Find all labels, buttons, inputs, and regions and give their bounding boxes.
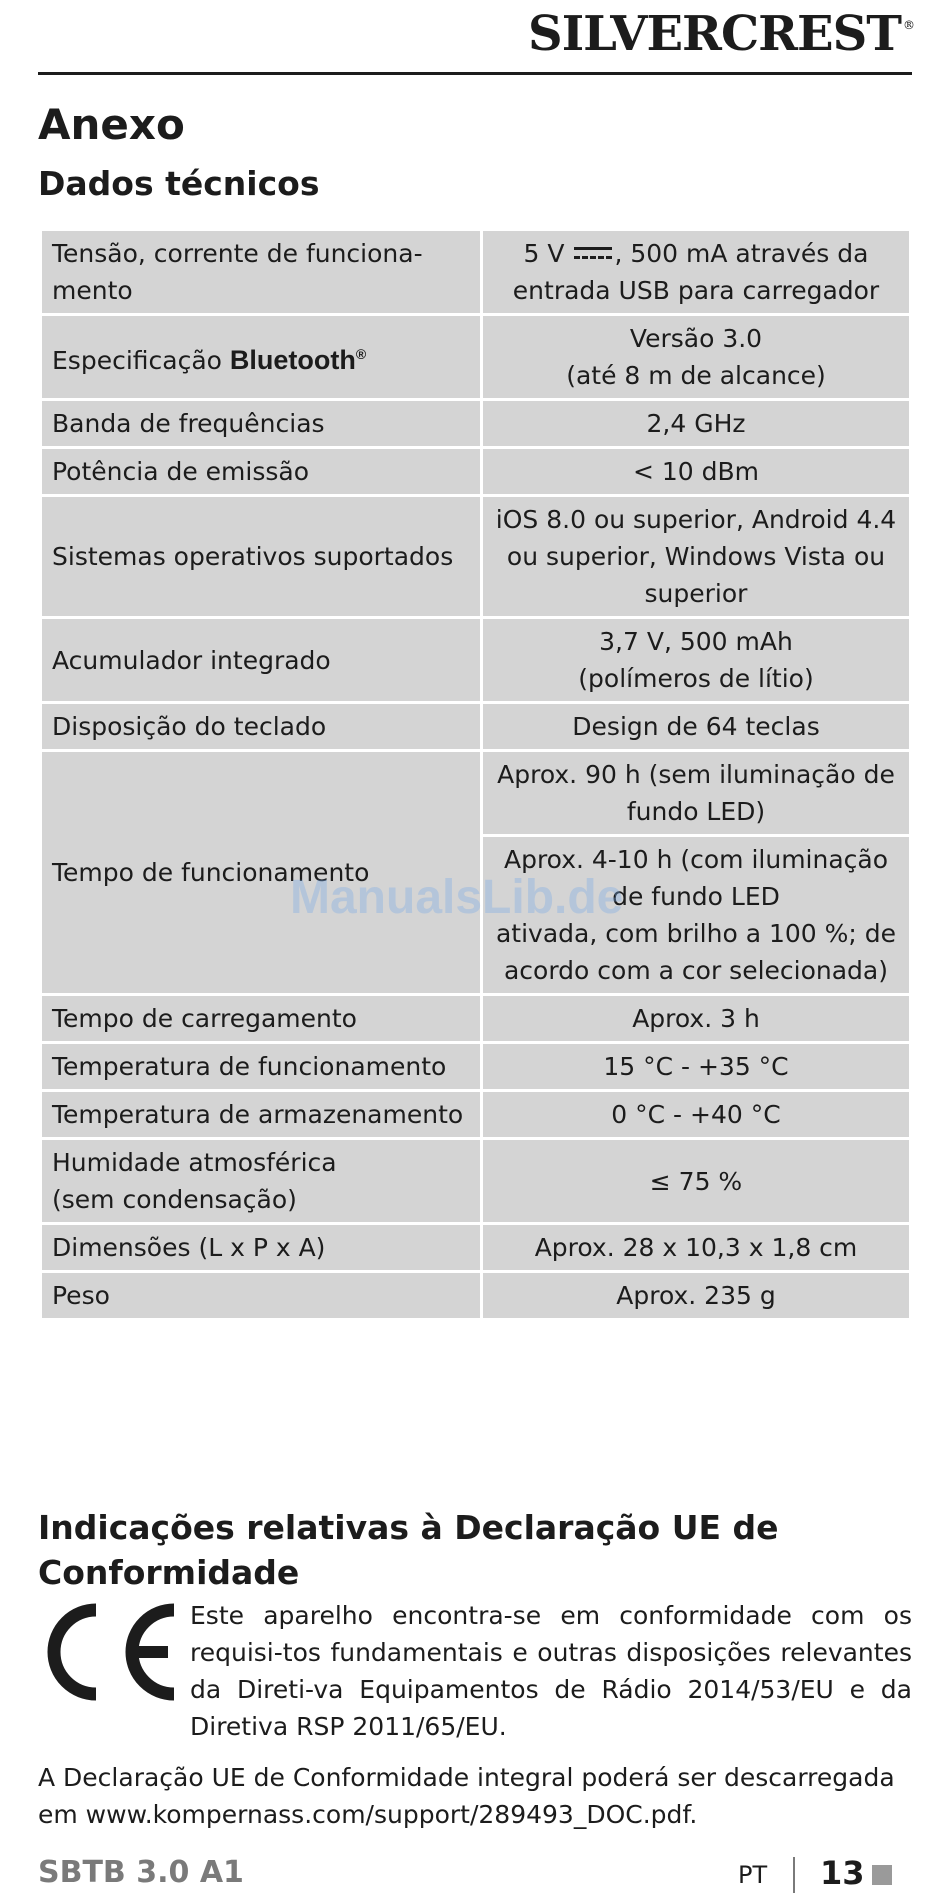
footer-model: SBTB 3.0 A1 [38, 1855, 244, 1890]
brand-logo [528, 6, 914, 62]
spec-value: 15 °C - +35 °C [482, 1043, 911, 1091]
header-rule [38, 72, 912, 75]
bluetooth-wordmark [230, 345, 366, 375]
spec-row [41, 751, 911, 836]
page-title: Anexo [38, 100, 185, 149]
spec-row [41, 400, 911, 448]
bluetooth-name: Bluetooth [229, 344, 356, 375]
spec-label: Sistemas operativos suportados [41, 496, 482, 618]
spec-row [41, 618, 911, 703]
spec-label: Tensão, corrente de funciona- mento [41, 230, 482, 315]
spec-label-prefix: Especificação [52, 345, 230, 375]
declaration-download-text: A Declaração UE de Conformidade integral poderá ser descarregada em www.kompernass.com/support/289493_DOC.pdf. [38, 1763, 895, 1829]
spec-label: Potência de emissão [41, 448, 482, 496]
declaration-title: Indicações relativas à Declaração UE de Conformidade [38, 1508, 779, 1592]
spec-label: Temperatura de funcionamento [41, 1043, 482, 1091]
bluetooth-registered-mark: ® [355, 345, 367, 362]
spec-label: Peso [41, 1272, 482, 1320]
spec-value: 5 V , 500 mA através da entrada USB para carregador [482, 230, 911, 315]
direct-current-symbol-icon [574, 247, 612, 264]
spec-value: Versão 3.0 (até 8 m de alcance) [482, 315, 911, 400]
spec-label: Tempo de carregamento [41, 995, 482, 1043]
spec-row [41, 1139, 911, 1224]
ce-mark-icon [40, 1602, 180, 1702]
spec-row [41, 1043, 911, 1091]
section-title: Dados técnicos [38, 164, 320, 203]
spec-value: 2,4 GHz [482, 400, 911, 448]
footer-divider [793, 1857, 795, 1893]
spec-label: Dimensões (L x P x A) [41, 1224, 482, 1272]
spec-value: < 10 dBm [482, 448, 911, 496]
spec-value: Design de 64 teclas [482, 703, 911, 751]
footer-language: PT [738, 1861, 768, 1889]
spec-row [41, 496, 911, 618]
spec-row [41, 1224, 911, 1272]
spec-row [41, 448, 911, 496]
spec-row [41, 1091, 911, 1139]
spec-label: Disposição do teclado [41, 703, 482, 751]
spec-value: iOS 8.0 ou superior, Android 4.4 ou superior, Windows Vista ou superior [482, 496, 911, 618]
spec-label: Temperatura de armazenamento [41, 1091, 482, 1139]
ce-conformity-text: Este aparelho encontra-se em conformidade com os requisi-tos fundamentais e outras disposições relevantes da Direti-va Equipamentos de Rádio 2014/53/EU e da Diretiva RSP 2011/65/EU. [190, 1601, 912, 1741]
spec-row [41, 703, 911, 751]
watermark: ManualsLib.de [290, 871, 624, 924]
brand-name: SILVERCREST [528, 6, 901, 62]
spec-value: 3,7 V, 500 mAh (polímeros de lítio) [482, 618, 911, 703]
spec-value: Aprox. 235 g [482, 1272, 911, 1320]
spec-value: 0 °C - +40 °C [482, 1091, 911, 1139]
spec-row [41, 230, 911, 315]
brand-registered-mark: ® [903, 18, 914, 32]
spec-label: Tempo de funcionamento [41, 751, 482, 995]
spec-row [41, 995, 911, 1043]
spec-label: Banda de frequências [41, 400, 482, 448]
spec-label [41, 315, 482, 400]
spec-value: Aprox. 3 h [482, 995, 911, 1043]
footer-square-icon [872, 1865, 892, 1885]
spec-value: Aprox. 4-10 h (com iluminação de fundo LED ativada, com brilho a 100 %; de acordo com a cor selecionada) [482, 836, 911, 995]
footer-page-number: 13 [820, 1854, 865, 1892]
spec-value: Aprox. 90 h (sem iluminação de fundo LED) [482, 751, 911, 836]
specs-table [39, 228, 912, 1321]
spec-label: Humidade atmosférica (sem condensação) [41, 1139, 482, 1224]
spec-row [41, 1272, 911, 1320]
spec-value: Aprox. 28 x 10,3 x 1,8 cm [482, 1224, 911, 1272]
spec-value: ≤ 75 % [482, 1139, 911, 1224]
spec-label: Acumulador integrado [41, 618, 482, 703]
spec-row [41, 315, 911, 400]
